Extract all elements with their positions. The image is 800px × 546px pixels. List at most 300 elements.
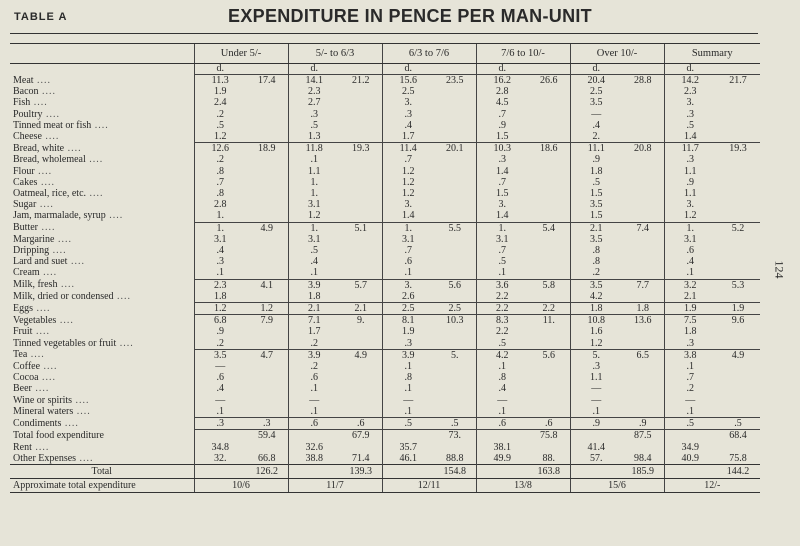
- row-label-text: Beer: [13, 383, 32, 395]
- value-cell: .5: [664, 418, 716, 430]
- value-cell: 3.9: [382, 349, 434, 361]
- value-cell: .8: [382, 372, 434, 383]
- value-cell: .3: [382, 109, 434, 120]
- leader-dots: ....: [34, 165, 53, 177]
- row-label: [10, 166, 194, 177]
- leader-dots: ....: [30, 97, 48, 109]
- total-cell: 75.8: [540, 430, 558, 442]
- leader-dots: ....: [61, 417, 79, 429]
- value-cell: 3.1: [288, 199, 340, 210]
- row-label: [10, 120, 194, 131]
- value-cell: 1.: [288, 222, 340, 234]
- table-row: [10, 222, 760, 234]
- value-cell: 1.1: [664, 188, 716, 199]
- value-cell: 3.: [382, 279, 434, 291]
- value-cell: 1.2: [382, 177, 434, 188]
- value-cell: .8: [194, 166, 246, 177]
- leader-dots: ....: [116, 337, 134, 349]
- value-cell: .7: [194, 177, 246, 188]
- row-label-text: Tea: [13, 349, 28, 361]
- grand-total-row: [10, 464, 760, 478]
- row-label: [10, 188, 194, 199]
- value-cell: 1.8: [570, 303, 622, 315]
- total-cell: 67.9: [352, 430, 370, 442]
- value-cell: 1.2: [194, 131, 246, 143]
- value-cell: .3: [476, 154, 528, 165]
- total-cell: 163.8: [528, 464, 570, 478]
- value-cell: —: [570, 395, 622, 406]
- group-total-cell: 5.7: [340, 279, 382, 302]
- table-row: [10, 430, 760, 442]
- row-label: [10, 256, 194, 267]
- unit-cell: d.: [194, 64, 246, 75]
- group-total-cell: 7.9: [246, 315, 288, 350]
- value-cell: .1: [664, 361, 716, 372]
- value-cell: .7: [476, 177, 528, 188]
- value-cell: 3.1: [382, 234, 434, 245]
- value-cell: .9: [570, 418, 622, 430]
- value-cell: 3.5: [570, 279, 622, 291]
- value-cell: 41.4: [570, 442, 622, 453]
- value-cell: 3.: [382, 199, 434, 210]
- value-cell: 7.5: [664, 315, 716, 327]
- row-label: [10, 222, 194, 234]
- value-cell: .9: [476, 120, 528, 131]
- group-total-cell: 4.7: [246, 349, 288, 417]
- page-number: 124: [772, 260, 787, 279]
- value-cell: .1: [382, 361, 434, 372]
- group-total-cell: 5.1: [340, 222, 382, 279]
- total-cell: 66.8: [258, 452, 276, 464]
- group-total-cell: 1.2: [246, 303, 288, 315]
- table-row: [10, 75, 760, 87]
- value-cell: 32.6: [288, 442, 340, 453]
- row-label-text: Other Expenses: [13, 452, 77, 464]
- leader-dots: ....: [37, 176, 55, 188]
- value-cell: .4: [570, 120, 622, 131]
- leader-dots: ....: [40, 361, 58, 373]
- leader-dots: ....: [54, 233, 72, 245]
- row-label-text: Fish: [13, 97, 31, 109]
- value-cell: .2: [570, 267, 622, 279]
- leader-dots: ....: [72, 394, 90, 406]
- row-label-text: Oatmeal, rice, etc.: [13, 188, 87, 200]
- value-cell: 1.6: [570, 326, 622, 337]
- row-label-text: Cocoa: [13, 372, 39, 384]
- row-label-text: Approximate total expenditure: [13, 479, 136, 491]
- value-cell: 1.7: [382, 131, 434, 143]
- value-cell: 11.1: [570, 143, 622, 155]
- leader-dots: ....: [105, 210, 124, 222]
- value-cell: 1.8: [288, 291, 340, 303]
- row-label-text: Sugar: [13, 199, 37, 211]
- value-cell: 1.: [194, 222, 246, 234]
- group-total-cell: 21.2: [340, 75, 382, 143]
- row-label-text: Mineral waters: [13, 405, 74, 417]
- value-cell: —: [476, 395, 528, 406]
- table-row: [10, 442, 760, 453]
- value-cell: 1.: [288, 188, 340, 199]
- value-cell: .6: [476, 418, 528, 430]
- column-header: Over 10/-: [570, 44, 664, 64]
- value-cell: 1.: [288, 177, 340, 188]
- group-total-cell: 21.7: [716, 75, 760, 143]
- value-cell: 5.: [570, 349, 622, 361]
- value-cell: 34.8: [194, 442, 246, 453]
- leader-dots: ....: [36, 199, 54, 211]
- value-cell: 2.1: [288, 303, 340, 315]
- value-cell: 35.7: [382, 442, 434, 453]
- value-cell: 8.3: [476, 315, 528, 327]
- value-cell: 2.4: [194, 97, 246, 108]
- group-total-cell: .5: [434, 418, 476, 430]
- row-label: [10, 210, 194, 222]
- value-cell: .1: [382, 406, 434, 418]
- unit-cell: d.: [288, 64, 340, 75]
- value-cell: .5: [664, 120, 716, 131]
- total-cell: 87.5: [634, 430, 652, 442]
- value-cell: 2.3: [664, 86, 716, 97]
- value-cell: .5: [288, 245, 340, 256]
- leader-dots: ....: [57, 279, 75, 291]
- group-total-cell: 1.9: [716, 303, 760, 315]
- value-cell: .1: [476, 406, 528, 418]
- row-label: [10, 453, 194, 465]
- value-cell: .5: [570, 177, 622, 188]
- value-cell: 1.1: [570, 372, 622, 383]
- row-label: [10, 326, 194, 337]
- unit-cell: d.: [570, 64, 622, 75]
- row-label: [10, 131, 194, 143]
- leader-dots: ....: [113, 290, 132, 302]
- value-cell: .4: [476, 383, 528, 394]
- group-total-cell: .6: [528, 418, 570, 430]
- row-label-text: Meat: [13, 74, 34, 86]
- value-cell: 34.9: [664, 442, 716, 453]
- value-cell: 6.8: [194, 315, 246, 327]
- value-cell: .6: [288, 372, 340, 383]
- leader-dots: ....: [38, 372, 57, 384]
- row-label-text: Cheese: [13, 131, 42, 143]
- value-cell: .3: [570, 361, 622, 372]
- column-header-row: [10, 44, 760, 64]
- group-total-cell: 5.6: [434, 279, 476, 302]
- row-label: [10, 338, 194, 350]
- value-cell: .1: [570, 406, 622, 418]
- group-total-cell: 13.6: [622, 315, 664, 350]
- table-row: [10, 349, 760, 361]
- group-total-cell: 6.5: [622, 349, 664, 417]
- row-label-text: Wine or spirits: [13, 394, 73, 406]
- value-cell: 2.8: [476, 86, 528, 97]
- value-cell: .1: [194, 406, 246, 418]
- leader-dots: ....: [32, 326, 50, 338]
- row-label: [10, 245, 194, 256]
- total-cell: [528, 442, 570, 453]
- value-cell: 32.: [194, 453, 246, 465]
- row-label-text: Tinned meat or fish: [13, 119, 92, 131]
- value-cell: 2.5: [382, 303, 434, 315]
- value-cell: [382, 430, 434, 442]
- leader-dots: ....: [39, 267, 58, 279]
- table-row: [10, 303, 760, 315]
- value-cell: 2.1: [664, 291, 716, 303]
- group-total-cell: 1.8: [622, 303, 664, 315]
- value-cell: .6: [382, 256, 434, 267]
- total-cell: [340, 442, 382, 453]
- value-cell: [194, 464, 246, 478]
- value-cell: 3.5: [570, 234, 622, 245]
- value-cell: 2.3: [194, 279, 246, 291]
- value-cell: .3: [288, 109, 340, 120]
- unit-spacer: [340, 64, 382, 75]
- row-label-text: Eggs: [13, 302, 33, 314]
- row-label-text: Tinned vegetables or fruit: [13, 337, 117, 349]
- row-label: [10, 86, 194, 97]
- value-cell: .2: [288, 361, 340, 372]
- row-label: [10, 199, 194, 210]
- row-label-text: Margarine: [13, 233, 55, 245]
- value-cell: 3.1: [288, 234, 340, 245]
- leader-dots: ....: [27, 349, 45, 361]
- group-total-cell: 18.6: [528, 143, 570, 222]
- row-label-text: Jam, marmalade, syrup: [13, 210, 106, 222]
- approx-cell: 13/8: [476, 478, 570, 492]
- value-cell: .8: [194, 188, 246, 199]
- leader-dots: ....: [33, 302, 51, 314]
- column-header: Under 5/-: [194, 44, 288, 64]
- row-label: [10, 154, 194, 165]
- approx-cell: 10/6: [194, 478, 288, 492]
- value-cell: .3: [664, 338, 716, 350]
- value-cell: 2.3: [288, 86, 340, 97]
- group-total-cell: 5.6: [528, 349, 570, 417]
- row-label-text: Butter: [13, 222, 38, 234]
- value-cell: 1.5: [570, 210, 622, 222]
- value-cell: [382, 464, 434, 478]
- value-cell: 1.9: [664, 303, 716, 315]
- table-row: [10, 453, 760, 465]
- value-cell: .2: [194, 338, 246, 350]
- group-total-cell: 4.9: [340, 349, 382, 417]
- row-label: [10, 478, 194, 492]
- value-cell: 3.: [664, 199, 716, 210]
- value-cell: 1.2: [382, 166, 434, 177]
- value-cell: .1: [288, 383, 340, 394]
- row-label-text: Bacon: [13, 86, 39, 98]
- group-total-cell: 5.5: [434, 222, 476, 279]
- column-header: Summary: [664, 44, 760, 64]
- value-cell: 3.: [382, 97, 434, 108]
- value-cell: 38.1: [476, 442, 528, 453]
- row-label-text: Bread, white: [13, 142, 65, 154]
- value-cell: .5: [194, 120, 246, 131]
- group-total-cell: .6: [340, 418, 382, 430]
- value-cell: 1.: [382, 222, 434, 234]
- group-total-cell: 2.1: [340, 303, 382, 315]
- value-cell: .1: [382, 267, 434, 279]
- value-cell: 3.9: [288, 349, 340, 361]
- value-cell: 14.2: [664, 75, 716, 87]
- value-cell: .7: [664, 372, 716, 383]
- value-cell: 8.1: [382, 315, 434, 327]
- leader-dots: ....: [73, 405, 91, 417]
- group-total-cell: 9.: [340, 315, 382, 350]
- approx-total-row: [10, 478, 760, 492]
- value-cell: 1.5: [476, 188, 528, 199]
- value-cell: 1.: [476, 222, 528, 234]
- total-cell: 68.4: [729, 430, 747, 442]
- group-total-cell: 2.5: [434, 303, 476, 315]
- value-cell: .5: [382, 418, 434, 430]
- leader-dots: ....: [67, 256, 85, 268]
- value-cell: 3.1: [476, 234, 528, 245]
- value-cell: .7: [476, 245, 528, 256]
- value-cell: .7: [476, 109, 528, 120]
- column-header: 7/6 to 10/-: [476, 44, 570, 64]
- row-label: [10, 109, 194, 120]
- value-cell: .2: [194, 154, 246, 165]
- value-cell: .9: [194, 326, 246, 337]
- value-cell: 1.1: [288, 166, 340, 177]
- value-cell: .3: [664, 154, 716, 165]
- value-cell: —: [664, 395, 716, 406]
- value-cell: 49.9: [476, 453, 528, 465]
- leader-dots: ....: [33, 74, 52, 86]
- group-total-cell: 7.7: [622, 279, 664, 302]
- table-row: [10, 315, 760, 327]
- row-label-text: Milk, dried or condensed: [13, 290, 114, 302]
- leader-dots: ....: [41, 131, 60, 143]
- approx-cell: 15/6: [570, 478, 664, 492]
- value-cell: [570, 464, 622, 478]
- value-cell: [194, 430, 246, 442]
- value-cell: 1.2: [288, 210, 340, 222]
- value-cell: 38.8: [288, 453, 340, 465]
- table-row: [10, 143, 760, 155]
- row-label: [10, 303, 194, 315]
- value-cell: .4: [194, 245, 246, 256]
- approx-cell: 12/11: [382, 478, 476, 492]
- value-cell: 3.5: [570, 199, 622, 210]
- group-total-cell: 11.: [528, 315, 570, 350]
- leader-dots: ....: [38, 86, 57, 98]
- value-cell: —: [570, 383, 622, 394]
- value-cell: —: [194, 361, 246, 372]
- unit-spacer: [716, 64, 760, 75]
- group-total-cell: 5.4: [528, 222, 570, 279]
- row-label: [10, 372, 194, 383]
- total-cell: [716, 442, 760, 453]
- value-cell: 3.9: [288, 279, 340, 291]
- leader-dots: ....: [49, 245, 67, 257]
- group-total-cell: .5: [716, 418, 760, 430]
- page-title: EXPENDITURE IN PENCE PER MAN-UNIT: [228, 6, 592, 26]
- row-label: [10, 406, 194, 418]
- group-total-cell: 4.9: [246, 222, 288, 279]
- leader-dots: ....: [86, 188, 104, 200]
- total-cell: 71.4: [352, 452, 370, 464]
- value-cell: 1.2: [382, 188, 434, 199]
- value-cell: .2: [194, 109, 246, 120]
- leader-dots: ....: [64, 142, 82, 154]
- group-total-cell: 28.8: [622, 75, 664, 143]
- value-cell: [664, 464, 716, 478]
- value-cell: .9: [664, 177, 716, 188]
- row-label: [10, 143, 194, 155]
- unit-spacer: [246, 64, 288, 75]
- value-cell: 1.2: [664, 210, 716, 222]
- row-label-text: Cream: [13, 267, 40, 279]
- group-total-cell: 5.: [434, 349, 476, 417]
- row-label-text: Rent: [13, 441, 32, 453]
- value-cell: 11.4: [382, 143, 434, 155]
- row-label-text: Total food expenditure: [13, 429, 104, 441]
- unit-spacer: [434, 64, 476, 75]
- value-cell: .9: [570, 154, 622, 165]
- leader-dots: ....: [38, 222, 56, 234]
- value-cell: .5: [476, 338, 528, 350]
- column-header: 6/3 to 7/6: [382, 44, 476, 64]
- value-cell: 1.8: [570, 166, 622, 177]
- value-cell: 2.6: [382, 291, 434, 303]
- value-cell: .1: [288, 267, 340, 279]
- expenditure-table: [10, 43, 760, 493]
- value-cell: [476, 464, 528, 478]
- total-cell: 88.8: [446, 452, 464, 464]
- row-label: [10, 279, 194, 291]
- row-label-text: Bread, wholemeal: [13, 154, 86, 166]
- value-cell: .3: [194, 418, 246, 430]
- value-cell: .3: [664, 109, 716, 120]
- total-cell: 144.2: [716, 464, 760, 478]
- value-cell: —: [194, 395, 246, 406]
- value-cell: .1: [288, 406, 340, 418]
- value-cell: 11.7: [664, 143, 716, 155]
- value-cell: 1.5: [570, 188, 622, 199]
- value-cell: 3.1: [664, 234, 716, 245]
- group-total-cell: .9: [622, 418, 664, 430]
- total-cell: 139.3: [340, 464, 382, 478]
- total-cell: [434, 442, 476, 453]
- value-cell: 1.3: [288, 131, 340, 143]
- unit-spacer: [528, 64, 570, 75]
- row-label-text: Dripping: [13, 245, 50, 257]
- row-label: [10, 97, 194, 108]
- value-cell: 1.5: [476, 131, 528, 143]
- value-cell: 3.: [664, 97, 716, 108]
- row-label: [10, 430, 194, 442]
- value-cell: 1.7: [288, 326, 340, 337]
- row-label: [10, 315, 194, 327]
- value-cell: 1.9: [194, 86, 246, 97]
- table-label: TABLE A: [14, 11, 68, 23]
- value-cell: 4.5: [476, 97, 528, 108]
- row-label: [10, 234, 194, 245]
- value-cell: 2.5: [382, 86, 434, 97]
- group-total-cell: 20.8: [622, 143, 664, 222]
- value-cell: 7.1: [288, 315, 340, 327]
- row-label: [10, 75, 194, 87]
- group-total-cell: 5.2: [716, 222, 760, 279]
- value-cell: [476, 430, 528, 442]
- group-total-cell: 4.9: [716, 349, 760, 417]
- value-cell: 1.2: [570, 338, 622, 350]
- total-cell: 59.4: [258, 430, 276, 442]
- value-cell: .4: [288, 256, 340, 267]
- group-total-cell: 5.8: [528, 279, 570, 302]
- value-cell: —: [570, 109, 622, 120]
